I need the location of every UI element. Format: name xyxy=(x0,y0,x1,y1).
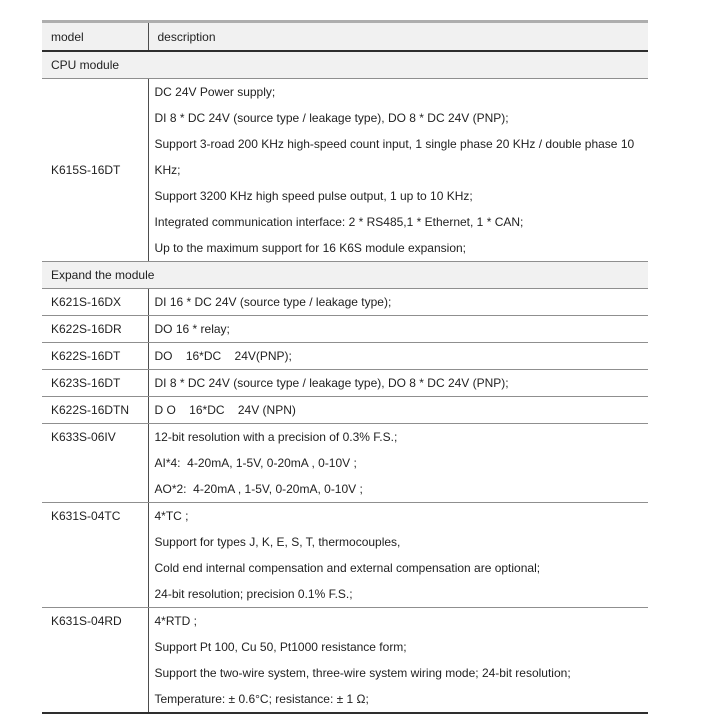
description-line: DI 16 * DC 24V (source type / leakage type); xyxy=(154,295,392,309)
model-cell: K622S-16DT xyxy=(42,343,148,370)
description-line: Support for types J, K, E, S, T, thermocouples, xyxy=(154,535,401,549)
description-line: Up to the maximum support for 16 K6S module expansion; xyxy=(154,241,466,255)
description-line: Support 3-road 200 KHz high-speed count input, 1 single phase 20 KHz / double phase 10 KHz; xyxy=(154,137,638,177)
description-line: DI 8 * DC 24V (source type / leakage type), DO 8 * DC 24V (PNP); xyxy=(154,111,509,125)
description-line: 24-bit resolution; precision 0.1% F.S.; xyxy=(154,587,353,601)
model-cell: K631S-04RD xyxy=(42,608,148,714)
description-cell xyxy=(148,608,648,714)
model-cell: K633S-06IV xyxy=(42,424,148,503)
table-row-k621s-16dx xyxy=(42,289,648,316)
description-cell xyxy=(148,343,648,370)
section-label: CPU module xyxy=(42,51,648,79)
description-cell xyxy=(148,370,648,397)
description-line: AI*4: 4-20mA, 1-5V, 0-20mA , 0-10V ; xyxy=(154,456,357,470)
description-cell xyxy=(148,503,648,608)
description-line: DO 16 * relay; xyxy=(154,322,230,336)
description-cell xyxy=(148,397,648,424)
table-row-k622s-16dr xyxy=(42,316,648,343)
description-line: 12-bit resolution with a precision of 0.3% F.S.; xyxy=(154,430,398,444)
column-header-description: description xyxy=(148,22,648,52)
section-label: Expand the module xyxy=(42,262,648,289)
description-line: DI 8 * DC 24V (source type / leakage type), DO 8 * DC 24V (PNP); xyxy=(154,376,509,390)
model-cell: K622S-16DTN xyxy=(42,397,148,424)
description-line: DO 16*DC 24V(PNP); xyxy=(154,349,292,363)
description-line: AO*2: 4-20mA , 1-5V, 0-20mA, 0-10V ; xyxy=(154,482,363,496)
model-cell: K622S-16DR xyxy=(42,316,148,343)
description-cell xyxy=(148,424,648,503)
description-line: Support Pt 100, Cu 50, Pt1000 resistance form; xyxy=(154,640,407,654)
description-line: Temperature: ± 0.6°C; resistance: ± 1 Ω; xyxy=(154,692,369,706)
table-row-k622s-16dtn xyxy=(42,397,648,424)
table-row-k631s-04tc xyxy=(42,503,648,608)
model-cell: K621S-16DX xyxy=(42,289,148,316)
description-line: Integrated communication interface: 2 * RS485,1 * Ethernet, 1 * CAN; xyxy=(154,215,524,229)
table-row-k633s-06iv xyxy=(42,424,648,503)
description-line: D O 16*DC 24V (NPN) xyxy=(154,403,296,417)
description-line: Cold end internal compensation and external compensation are optional; xyxy=(154,561,541,575)
description-line: DC 24V Power supply; xyxy=(154,85,276,99)
description-line: 4*TC ; xyxy=(154,509,189,523)
section-row-expand-module xyxy=(42,262,648,289)
table-header-row xyxy=(42,22,648,52)
model-cell: K623S-16DT xyxy=(42,370,148,397)
column-header-model: model xyxy=(42,22,148,52)
table-row-k615s-16dt xyxy=(42,79,648,262)
description-line: Support the two-wire system, three-wire system wiring mode; 24-bit resolution; xyxy=(154,666,571,680)
description-line: 4*RTD ; xyxy=(154,614,197,628)
section-row-cpu-module xyxy=(42,51,648,79)
table-row-k631s-04rd xyxy=(42,608,648,714)
description-cell xyxy=(148,79,648,262)
description-cell xyxy=(148,289,648,316)
spec-table xyxy=(42,20,648,714)
model-cell: K615S-16DT xyxy=(42,79,148,262)
description-line: Support 3200 KHz high speed pulse output, 1 up to 10 KHz; xyxy=(154,189,473,203)
model-cell: K631S-04TC xyxy=(42,503,148,608)
table-row-k623s-16dt xyxy=(42,370,648,397)
description-cell xyxy=(148,316,648,343)
table-row-k622s-16dt xyxy=(42,343,648,370)
